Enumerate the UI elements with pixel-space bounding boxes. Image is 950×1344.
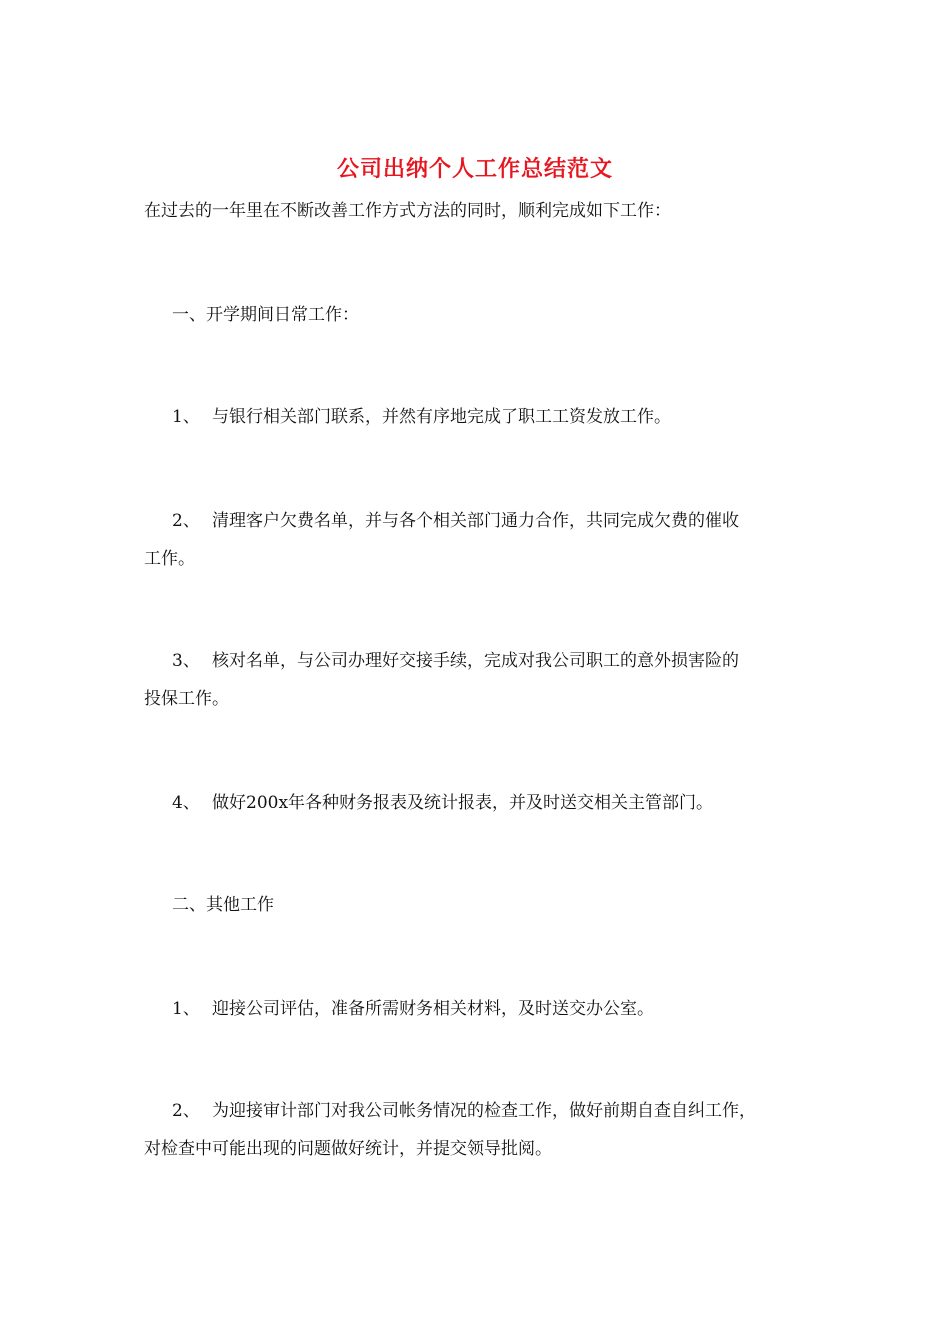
item-number: 2、 bbox=[172, 511, 200, 531]
intro-paragraph: 在过去的一年里在不断改善工作方式方法的同时，顺利完成如下工作： bbox=[144, 201, 671, 221]
section-1-item-3-continuation: 投保工作。 bbox=[144, 689, 229, 709]
item-number: 1、 bbox=[172, 407, 200, 427]
section-1-item-2 bbox=[172, 502, 739, 540]
item-text: 核对名单，与公司办理好交接手续，完成对我公司职工的意外损害险的 bbox=[212, 651, 739, 671]
item-number: 1、 bbox=[172, 999, 200, 1019]
section-2-item-1 bbox=[172, 990, 654, 1028]
item-number: 3、 bbox=[172, 651, 200, 671]
item-text: 与银行相关部门联系，并然有序地完成了职工工资发放工作。 bbox=[212, 407, 671, 427]
section-2-item-2-continuation: 对检查中可能出现的问题做好统计，并提交领导批阅。 bbox=[144, 1139, 552, 1159]
item-text: 做好200x年各种财务报表及统计报表，并及时送交相关主管部门。 bbox=[212, 793, 714, 813]
section-1-item-3 bbox=[172, 642, 739, 680]
section-1-item-1 bbox=[172, 398, 671, 436]
section-1-item-2-continuation: 工作。 bbox=[144, 549, 195, 569]
section-1-item-4 bbox=[172, 784, 713, 822]
item-number: 4、 bbox=[172, 793, 200, 813]
section-2-item-2 bbox=[172, 1092, 756, 1130]
section-2-heading: 二、其他工作 bbox=[172, 895, 274, 915]
section-1-heading: 一、开学期间日常工作： bbox=[172, 305, 359, 325]
item-text: 迎接公司评估，准备所需财务相关材料，及时送交办公室。 bbox=[212, 999, 654, 1019]
document-title: 公司出纳个人工作总结范文 bbox=[336, 156, 613, 182]
item-text: 清理客户欠费名单，并与各个相关部门通力合作，共同完成欠费的催收 bbox=[212, 511, 739, 531]
item-number: 2、 bbox=[172, 1101, 200, 1121]
item-text: 为迎接审计部门对我公司帐务情况的检查工作，做好前期自查自纠工作， bbox=[212, 1101, 756, 1121]
